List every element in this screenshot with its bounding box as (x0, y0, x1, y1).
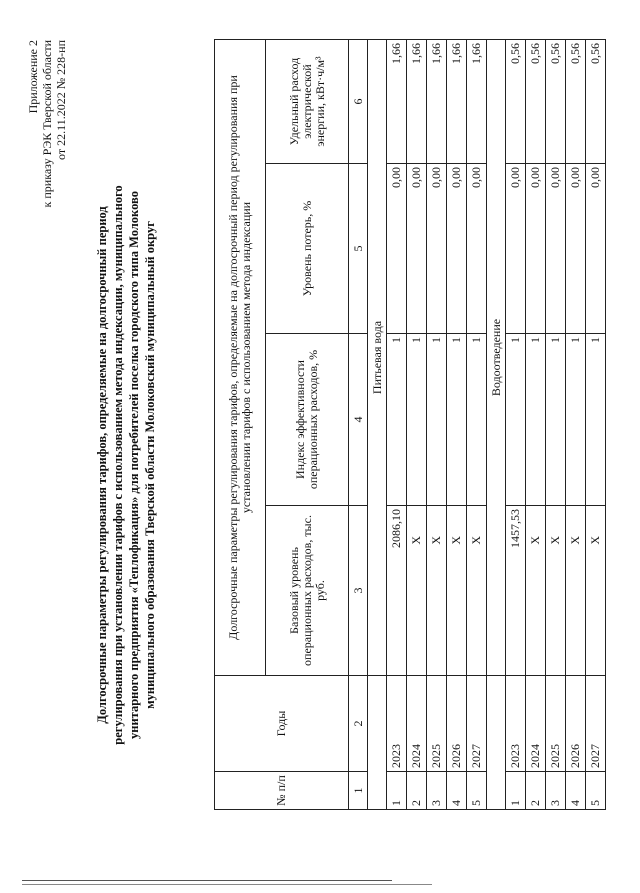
scan-edge-line (22, 884, 432, 885)
cell-energy: 0,56 (546, 39, 566, 163)
cell-loss: 0,00 (467, 164, 487, 334)
header-year: Годы (215, 676, 349, 772)
cell-loss: 0,00 (387, 164, 407, 334)
cell-loss: 0,00 (526, 164, 546, 334)
scan-edge-line (22, 880, 392, 881)
column-number: 1 (349, 772, 368, 810)
cell-energy: 1,66 (467, 39, 487, 163)
cell-loss: 0,00 (506, 164, 526, 334)
table-row (566, 39, 586, 809)
table-row (586, 39, 606, 809)
cell-base: X (526, 506, 546, 676)
cell-base: X (467, 506, 487, 676)
section-title-water: Питьевая вода (368, 39, 387, 675)
cell-year: 2023 (506, 676, 526, 772)
header-group: Долгосрочные параметры регулирования тарифов, определяемые на долгосрочный период регулирования при установлении тарифов с использованием метода индексации (215, 39, 266, 675)
cell-index: 1 (427, 334, 447, 506)
column-number-row (349, 39, 368, 809)
cell-base: X (586, 506, 606, 676)
cell-year: 2024 (407, 676, 427, 772)
approval-block (26, 40, 68, 210)
document-title: Долгосрочные параметры регулирования тарифов, определяемые на долгосрочный период регулирования при установлении тарифов с использованием метода индексации, муниципального унитарного предприятия «Теплофикация» для потребителей поселка городского типа Молоково муниципального образования Тверской области Молоковский муниципальный округ (95, 185, 157, 745)
cell-energy: 1,66 (447, 39, 467, 163)
column-number: 2 (349, 676, 368, 772)
cell-year: 2026 (566, 676, 586, 772)
cell-no: 1 (387, 772, 407, 810)
cell-loss: 0,00 (447, 164, 467, 334)
table-row (407, 39, 427, 809)
cell-year: 2027 (467, 676, 487, 772)
cell-no: 2 (526, 772, 546, 810)
cell-no: 3 (427, 772, 447, 810)
header-no: № п/п (215, 772, 349, 810)
column-number: 6 (349, 39, 368, 163)
section-title-sewerage: Водоотведение (487, 39, 506, 675)
cell-index: 1 (447, 334, 467, 506)
column-number: 4 (349, 334, 368, 506)
header-loss: Уровень потерь, % (266, 164, 349, 334)
cell-index: 1 (586, 334, 606, 506)
cell-no: 5 (586, 772, 606, 810)
cell-base: 2086,10 (387, 506, 407, 676)
cell-energy: 0,56 (586, 39, 606, 163)
cell-index: 1 (526, 334, 546, 506)
cell-energy: 0,56 (526, 39, 546, 163)
table-row (506, 39, 526, 809)
cell-index: 1 (566, 334, 586, 506)
cell-no: 4 (566, 772, 586, 810)
cell-year: 2025 (427, 676, 447, 772)
header-base: Базовый уровень операционных расходов, тыс. руб. (266, 506, 349, 676)
cell-loss: 0,00 (586, 164, 606, 334)
cell-loss: 0,00 (407, 164, 427, 334)
cell-year: 2026 (447, 676, 467, 772)
approval-line-2: к приказу РЭК Тверской области (40, 40, 54, 208)
cell-energy: 0,56 (506, 39, 526, 163)
cell-index: 1 (387, 334, 407, 506)
cell-no: 5 (467, 772, 487, 810)
section-row (368, 39, 387, 809)
table-row (447, 39, 467, 809)
cell-loss: 0,00 (566, 164, 586, 334)
cell-energy: 1,66 (427, 39, 447, 163)
cell-loss: 0,00 (546, 164, 566, 334)
cell-energy: 0,56 (566, 39, 586, 163)
header-index: Индекс эффективности операционных расходов, % (266, 334, 349, 506)
approval-line-1: Приложение 2 (26, 40, 40, 114)
cell-index: 1 (467, 334, 487, 506)
cell-base: X (566, 506, 586, 676)
cell-energy: 1,66 (387, 39, 407, 163)
cell-year: 2027 (586, 676, 606, 772)
approval-line-3: от 22.11.2022 № 228-нп (54, 40, 68, 160)
cell-index: 1 (506, 334, 526, 506)
cell-base: X (427, 506, 447, 676)
table-row (427, 39, 447, 809)
cell-base: X (546, 506, 566, 676)
cell-year: 2023 (387, 676, 407, 772)
document-sheet (14, 30, 624, 850)
column-number: 5 (349, 164, 368, 334)
section-row (487, 39, 506, 809)
cell-no: 4 (447, 772, 467, 810)
table-row (546, 39, 566, 809)
parameters-table (214, 39, 606, 810)
cell-base: X (407, 506, 427, 676)
table-row (467, 39, 487, 809)
cell-energy: 1,66 (407, 39, 427, 163)
cell-no: 2 (407, 772, 427, 810)
table-row (387, 39, 407, 809)
cell-index: 1 (407, 334, 427, 506)
column-number: 3 (349, 506, 368, 676)
cell-loss: 0,00 (427, 164, 447, 334)
cell-year: 2024 (526, 676, 546, 772)
cell-no: 3 (546, 772, 566, 810)
cell-base: 1457,53 (506, 506, 526, 676)
table-row (526, 39, 546, 809)
header-energy: Удельный расход электрической энергии, кВт·ч/м³ (266, 39, 349, 163)
cell-no: 1 (506, 772, 526, 810)
cell-base: X (447, 506, 467, 676)
cell-year: 2025 (546, 676, 566, 772)
cell-index: 1 (546, 334, 566, 506)
